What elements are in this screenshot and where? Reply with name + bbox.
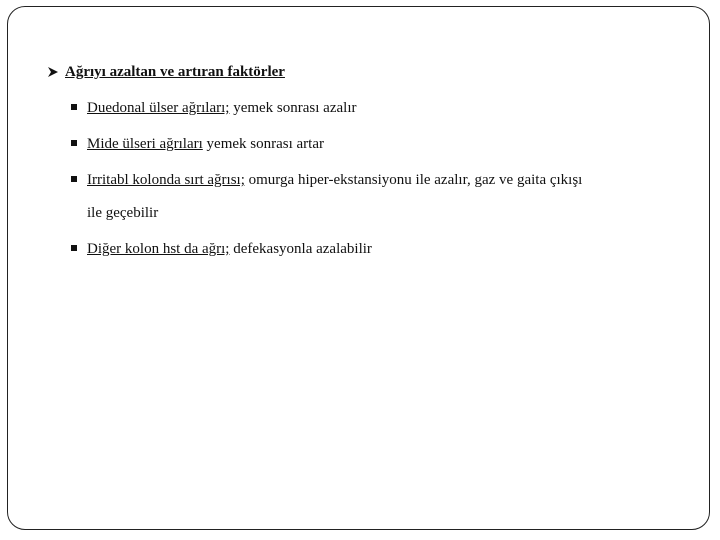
item-text: yemek sonrası azalır xyxy=(229,100,357,116)
square-bullet-icon xyxy=(71,176,77,182)
square-bullet-icon xyxy=(71,140,77,146)
arrow-bullet-icon xyxy=(47,66,60,80)
list-item xyxy=(71,172,582,189)
item-term: Duedonal ülser ağrıları; xyxy=(87,100,230,116)
square-bullet-icon xyxy=(71,245,77,251)
square-bullet-icon xyxy=(71,104,77,110)
slide-heading xyxy=(47,64,285,81)
item-continuation: ile geçebilir xyxy=(87,205,159,221)
list-item xyxy=(71,136,324,153)
item-text: omurga hiper-ekstansiyonu ile azalır, gaz ve gaita çıkışı xyxy=(244,172,583,188)
item-term: Irritabl kolonda sırt ağrısı; xyxy=(87,172,245,188)
heading-text: Ağrıyı azaltan ve artıran faktörler xyxy=(65,64,285,80)
slide-frame xyxy=(7,6,710,530)
item-term: Diğer kolon hst da ağrı; xyxy=(87,241,230,257)
item-text: defekasyonla azalabilir xyxy=(229,241,372,257)
list-item xyxy=(71,241,372,258)
item-text: yemek sonrası artar xyxy=(202,136,324,152)
list-item xyxy=(71,100,356,117)
item-term: Mide ülseri ağrıları xyxy=(87,136,203,152)
